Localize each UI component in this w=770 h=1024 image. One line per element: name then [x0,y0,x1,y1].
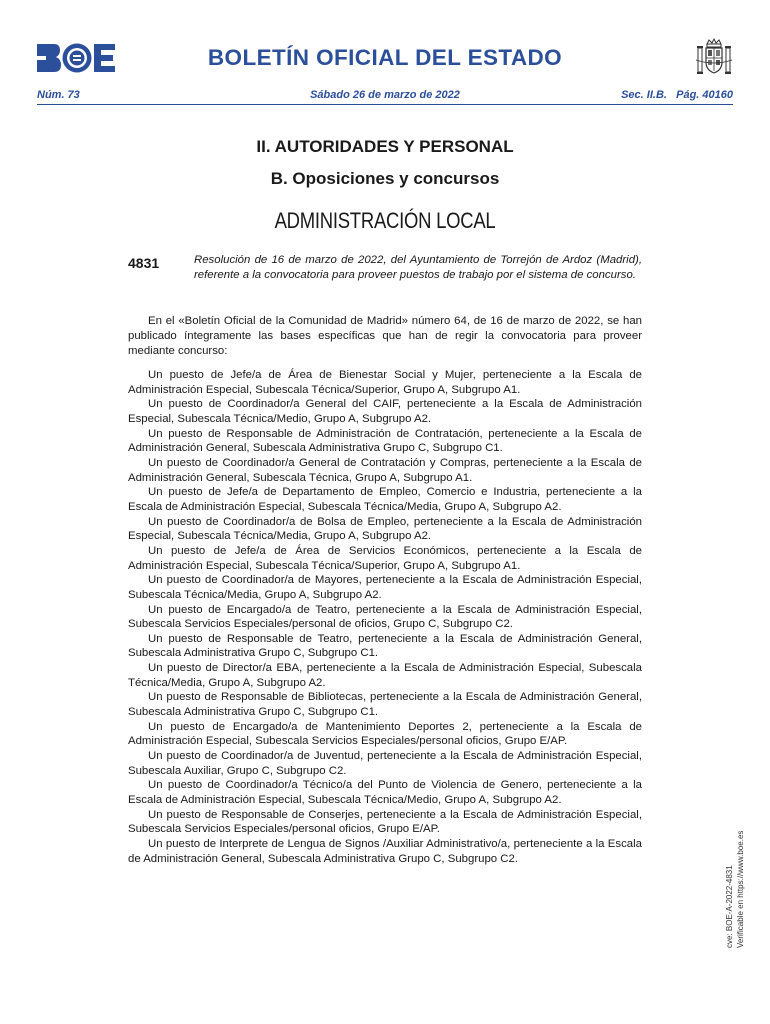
issue-number: Núm. 73 [37,89,80,101]
article-number: 4831 [128,255,160,271]
running-header [37,89,733,105]
list-item: Un puesto de Interprete de Lengua de Signos /Auxiliar Administrativo/a, perteneciente a la Escala de Administración General, Subescala Administrativa Grupo C, Subgrupo C2. [128,838,642,865]
list-item: Un puesto de Responsable de Administración de Contratación, perteneciente a la Escala de Administración General, Subescala Administrativa Grupo C, Subgrupo C1. [128,427,642,455]
header-rule [37,104,733,105]
list-item: Un puesto de Coordinador/a General del CAIF, perteneciente a la Escala de Administración Especial, Subescala Técnica/Medio, Grupo A, Subgrupo A2. [128,398,642,425]
list-item: Un puesto de Coordinador/a de Mayores, perteneciente a la Escala de Administración Especial, Subescala Técnica/Media, Grupo A, Subgrupo A2. [128,574,642,601]
boe-logo [36,42,116,74]
list-item: Un puesto de Encargado/a de Teatro, perteneciente a la Escala de Administración Especial, Subescala Servicios Especiales/personal de oficios, Grupo C, Subgrupo C2. [128,603,642,631]
coat-of-arms-icon [694,38,734,78]
masthead-title: BOLETÍN OFICIAL DEL ESTADO [207,45,563,70]
list-item: Un puesto de Responsable de Conserjes, perteneciente a la Escala de Administración Especial, Subescala Servicios Especiales/personal oficios, Grupo E/AP. [128,808,642,836]
section-page: Sec. II.B. Pág. 40160 [621,89,733,101]
list-item: Un puesto de Coordinador/a de Juventud, perteneciente a la Escala de Administración Especial, Subescala Auxiliar, Grupo C, Subgrupo C2. [128,750,642,777]
resolution-summary: Resolución de 16 de marzo de 2022, del Ayuntamiento de Torrejón de Ardoz (Madrid), referente a la convocatoria para proveer puestos de trabajo por el sistema de concurso. [194,254,642,281]
list-item: Un puesto de Responsable de Teatro, perteneciente a la Escala de Administración General, Subescala Administrativa Grupo C, Subgrupo C1. [128,632,642,660]
list-item: Un puesto de Director/a EBA, perteneciente a la Escala de Administración Especial, Subescala Técnica/Media, Grupo A, Subgrupo A2. [128,662,642,689]
list-item: Un puesto de Encargado/a de Mantenimiento Deportes 2, perteneciente a la Escala de Administración Especial, Subescala Servicios Especiales/personal oficios, Grupo E/AP. [128,720,642,748]
list-item: Un puesto de Coordinador/a General de Contratación y Compras, perteneciente a la Escala de Administración General, Subescala Técnica, Grupo A, Subgrupo A1. [128,456,642,484]
cve-code: cve: BOE-A-2022-4831 [725,865,734,948]
section-subtitle: B. Oposiciones y concursos [270,169,500,188]
cve-margin-note [724,718,750,948]
administration-heading: ADMINISTRACIÓN LOCAL [274,208,496,233]
list-item: Un puesto de Jefe/a de Área de Servicios Económicos, perteneciente a la Escala de Administración Especial, Subescala Técnica/Superior, Grupo A, Subgrupo A1. [128,544,642,572]
list-item: Un puesto de Jefe/a de Área de Bienestar Social y Mujer, perteneciente a la Escala de Administración Especial, Subescala Técnica/Superior, Grupo A, Subgrupo A1. [128,369,642,396]
list-item: Un puesto de Coordinador/a Técnico/a del Punto de Violencia de Genero, perteneciente a la Escala de Administración Especial, Subescala Técnica/Medio, Grupo A, Subgrupo A2. [128,779,642,807]
section-title: II. AUTORIDADES Y PERSONAL [256,137,514,156]
list-item: Un puesto de Jefe/a de Departamento de Empleo, Comercio e Industria, perteneciente a la Escala de Administración Especial, Subescala Técnica/Media, Grupo A, Subgrupo A2. [128,486,642,513]
intro-paragraph: En el «Boletín Oficial de la Comunidad de Madrid» número 64, de 16 de marzo de 2022, se han publicado íntegramente las bases específicas que han de regir la convocatoria para proveer mediante concurso: [128,315,642,357]
list-item: Un puesto de Coordinador/a de Bolsa de Empleo, perteneciente a la Escala de Administración Especial, Subescala Técnica/Media, Grupo A, Subgrupo A2. [128,515,642,543]
posts-list [128,368,642,866]
issue-date: Sábado 26 de marzo de 2022 [310,89,460,101]
verification-link[interactable]: Verificable en https://www.boe.es [736,830,745,948]
list-item: Un puesto de Responsable de Bibliotecas, perteneciente a la Escala de Administración General, Subescala Administrativa Grupo C, Subgrupo C1. [128,691,642,719]
